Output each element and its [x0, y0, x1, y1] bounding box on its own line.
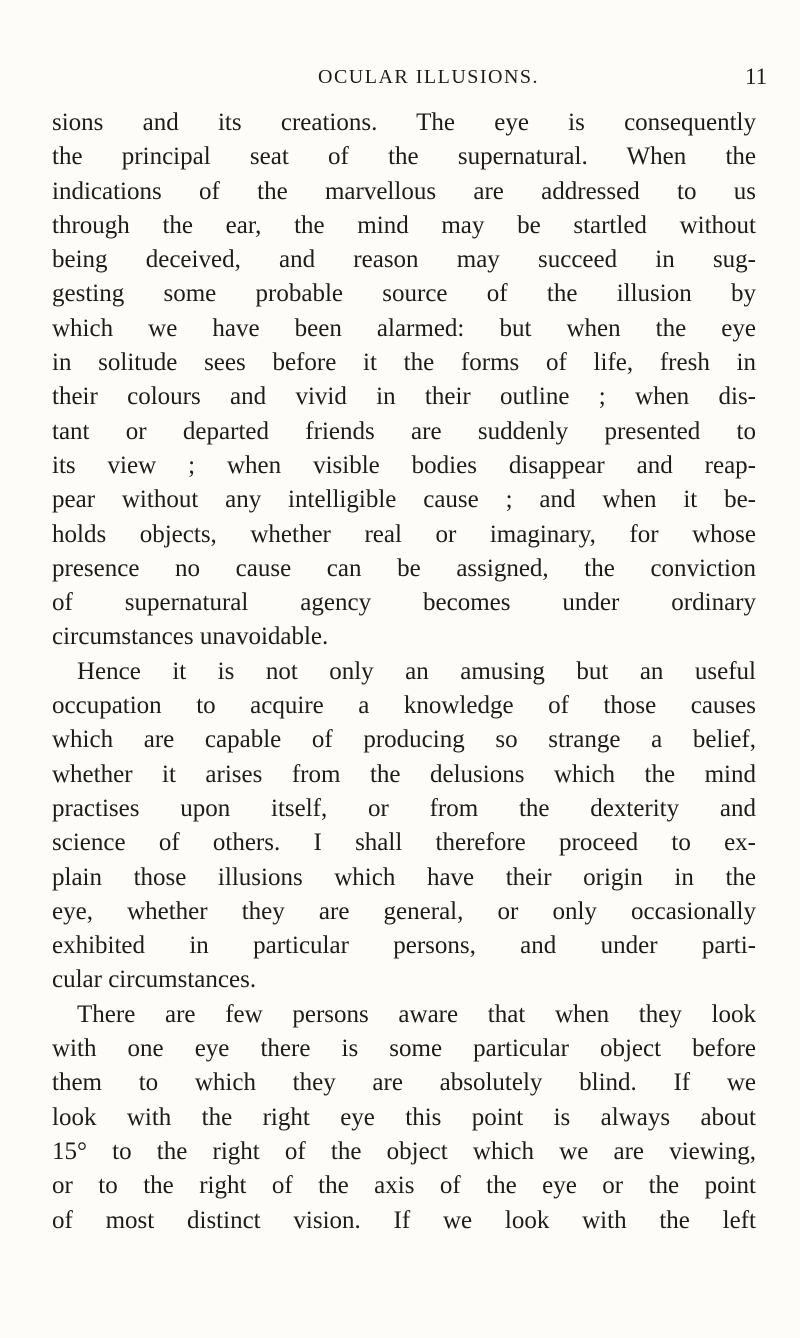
- text-line: tant or departed friends are suddenly presented to: [52, 417, 756, 445]
- text-line: eye, whether they are general, or only occasionally: [52, 897, 756, 925]
- running-title: OCULAR ILLUSIONS.: [318, 66, 540, 88]
- text-line: which we have been alarmed: but when the eye: [52, 314, 756, 342]
- text-line: holds objects, whether real or imaginary, for whose: [52, 520, 756, 548]
- text-line: 15° to the right of the object which we are viewing,: [52, 1137, 756, 1165]
- text-line: the principal seat of the supernatural. When the: [52, 143, 756, 171]
- text-line: which are capable of producing so strange a belief,: [52, 726, 756, 754]
- running-head: [0, 60, 800, 94]
- paragraph-start-line: There are few persons aware that when they look: [77, 1000, 756, 1028]
- text-line: exhibited in particular persons, and under parti-: [52, 932, 756, 960]
- text-line: of supernatural agency becomes under ordinary: [52, 589, 756, 617]
- text-line: occupation to acquire a knowledge of those causes: [52, 692, 756, 720]
- text-line: with one eye there is some particular object before: [52, 1035, 756, 1063]
- text-line: them to which they are absolutely blind. If we: [52, 1069, 756, 1097]
- text-line: or to the right of the axis of the eye or the point: [52, 1172, 756, 1200]
- paragraph-start-line: Hence it is not only an amusing but an useful: [77, 657, 756, 685]
- text-line: of most distinct vision. If we look with the left: [52, 1206, 756, 1234]
- text-line: practises upon itself, or from the dexterity and: [52, 794, 756, 822]
- text-line: pear without any intelligible cause ; and when it be-: [52, 486, 756, 514]
- text-line: being deceived, and reason may succeed in sug-: [52, 246, 756, 274]
- text-line: science of others. I shall therefore proceed to ex-: [52, 829, 756, 857]
- page-number: 11: [745, 64, 768, 89]
- paragraph-end-line: cular circumstances.: [52, 966, 257, 994]
- text-line: their colours and vivid in their outline ; when dis-: [52, 383, 756, 411]
- body-text: [52, 106, 756, 1238]
- text-line: in solitude sees before it the forms of life, fresh in: [52, 349, 756, 377]
- text-line: whether it arises from the delusions which the mind: [52, 760, 756, 788]
- text-line: through the ear, the mind may be startled without: [52, 211, 756, 239]
- text-line: look with the right eye this point is always about: [52, 1103, 756, 1131]
- text-line: presence no cause can be assigned, the conviction: [52, 554, 756, 582]
- paragraph-end-line: circumstances unavoidable.: [52, 623, 329, 651]
- text-line: indications of the marvellous are addressed to us: [52, 177, 756, 205]
- text-line: gesting some probable source of the illusion by: [52, 280, 756, 308]
- text-line: sions and its creations. The eye is consequently: [52, 109, 756, 136]
- text-line: its view ; when visible bodies disappear and reap-: [52, 451, 756, 479]
- text-line: plain those illusions which have their origin in the: [52, 863, 756, 891]
